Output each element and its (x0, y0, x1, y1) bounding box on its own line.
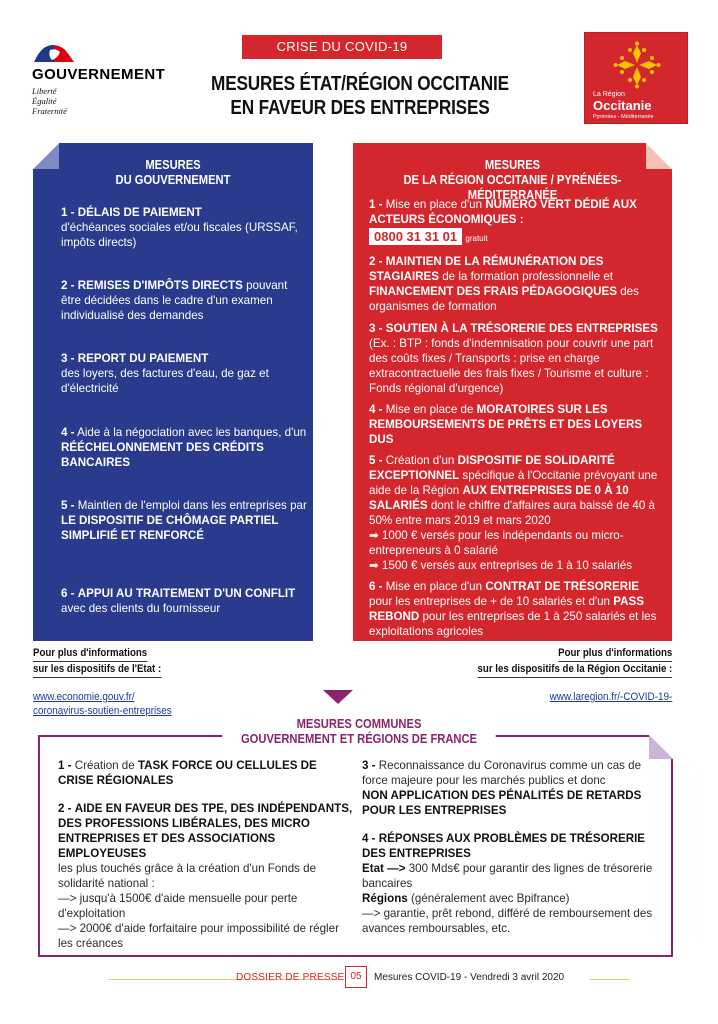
page-title (188, 72, 532, 120)
item-bold: RÉPONSES AUX PROBLÈMES DE TRÉSORERIE DES ENTREPRISES (362, 832, 646, 860)
etat-label: Etat —> (362, 862, 406, 875)
item-text: (Ex. : BTP : fonds d'indemnisation pour couvrir une part des coûts fixes / Transports : prise en charge extracontractuelle des frais fixes / Tourisme et culture : Fonds régional d'urgence) (369, 337, 654, 395)
item-text: Aide à la négociation avec les banques, d'un (77, 426, 307, 439)
panel-heading-line-2: DE LA RÉGION OCCITANIE / PYRÉNÉES-MÉDITERRANÉE (403, 172, 622, 202)
page-fold-corner (646, 143, 672, 169)
item-number: 1 - (61, 206, 75, 219)
info-line-1: Pour plus d'informations (33, 646, 147, 662)
item-text: les plus touchés grâce à la création d'un Fonds de solidarité national : (58, 862, 317, 890)
item-text: Mise en place d'un (385, 580, 486, 593)
gov-measure-3 (61, 351, 309, 396)
footer-label: DOSSIER DE PRESSE (236, 972, 345, 983)
item-bold: NON APPLICATION DES PÉNALITÉS DE RETARDS POUR LES ENTREPRISES (362, 789, 642, 817)
region-measure-2 (369, 254, 665, 314)
region-measure-5 (369, 453, 665, 573)
panel-heading (53, 157, 294, 187)
item-bold: CONTRAT DE TRÉSORERIE (485, 580, 640, 593)
item-number: 5 - (61, 499, 75, 512)
info-line-2: sur les dispositifs de la Région Occitanie : (477, 662, 672, 678)
item-bold: NUMÉRO VERT DÉDIÉ AUX ACTEURS ÉCONOMIQUES : (369, 198, 637, 226)
item-text: Maintien de l'emploi dans les entreprises par (77, 499, 307, 512)
region-measure-1 (369, 197, 665, 246)
page-fold-corner (649, 735, 673, 759)
item-bold: SOUTIEN À LA TRÉSORERIE DES ENTREPRISES (385, 322, 658, 335)
info-line-1: Pour plus d'informations (558, 646, 672, 662)
gov-measure-1 (61, 205, 309, 250)
common-measures-title (222, 716, 495, 746)
item-bold: REMISES D'IMPÔTS DIRECTS (77, 279, 243, 292)
common-measure-4 (362, 831, 662, 936)
common-title-line-2: GOUVERNEMENT ET RÉGIONS DE FRANCE (240, 731, 478, 746)
region-measure-3 (369, 321, 665, 396)
item-bold: FINANCEMENT DES FRAIS PÉDAGOGIQUES (369, 285, 617, 298)
item-number: 1 - (58, 759, 72, 772)
item-text: (généralement avec Bpifrance) (407, 892, 570, 905)
panel-heading-line-2: DU GOUVERNEMENT (115, 172, 231, 187)
item-text: de la formation professionnelle et (439, 270, 614, 283)
region-sub: Pyrénées · Méditerranée (593, 114, 654, 120)
item-bold: APPUI AU TRAITEMENT D'UN CONFLIT (77, 587, 296, 600)
item-number: 3 - (362, 759, 376, 772)
gov-link[interactable] (33, 690, 172, 718)
title-line-2: EN FAVEUR DES ENTREPRISES (230, 97, 490, 119)
item-text: pouvant être décidées dans le cadre d'un examen individualisé des demandes (61, 279, 288, 322)
item-number: 1 - (369, 198, 383, 211)
government-measures-panel (33, 143, 313, 641)
item-text: des loyers, des factures d'eau, de gaz et d'électricité (61, 367, 269, 395)
down-triangle-icon (323, 690, 353, 704)
arrow-item: —> jusqu'à 1500€ d'aide mensuelle pour perte d'exploitation (58, 892, 298, 920)
item-text: d'échéances sociales et/ou fiscales (URSSAF, impôts directs) (61, 221, 298, 249)
gov-title: GOUVERNEMENT (32, 66, 166, 83)
item-bold: MORATOIRES SUR LES REMBOURSEMENTS DE PRÊTS ET DES LOYERS DUS (369, 403, 643, 446)
gov-measure-5 (61, 498, 309, 543)
panel-heading-line-1: MESURES (484, 157, 541, 172)
item-number: 6 - (61, 587, 75, 600)
item-text: Mise en place de (385, 403, 477, 416)
panel-heading (375, 157, 649, 202)
crise-banner: CRISE DU COVID-19 (242, 35, 442, 59)
item-text: Reconnaissance du Coronavirus comme un cas de force majeure pour les marchés publics et donc (362, 759, 642, 787)
item-text: Création d'un (385, 454, 458, 467)
common-measure-3 (362, 758, 662, 818)
common-measure-2 (58, 801, 353, 951)
gov-link-line-1[interactable]: www.economie.gouv.fr/ (33, 691, 135, 703)
item-number: 2 - (369, 255, 383, 268)
gov-link-line-2[interactable]: coronavirus-soutien-entreprises (33, 705, 172, 717)
footer-rule-right (590, 979, 630, 980)
item-bold: RÉÉCHELONNEMENT DES CRÉDITS BANCAIRES (61, 441, 264, 469)
gov-info-label (33, 646, 161, 678)
regions-label: Régions (362, 892, 408, 905)
item-number: 2 - (58, 802, 72, 815)
item-text: spécifique à l'Occitanie prévoyant une aide de la Région (369, 469, 658, 497)
government-logo (32, 40, 182, 130)
arrow-item: —> garantie, prêt rebond, différé de remboursement des avances remboursables, etc. (362, 907, 653, 935)
item-text: des organismes de formation (369, 285, 639, 313)
motto-egalite: Égalité (32, 96, 57, 106)
item-text: dont le chiffre d'affaires aura baissé de 40 à 50% entre mars 2019 et mars 2020 (369, 499, 655, 527)
title-line-1: MESURES ÉTAT/RÉGION OCCITANIE (211, 73, 509, 95)
region-info-label (477, 646, 672, 678)
item-bold: PASS REBOND (369, 595, 644, 623)
region-measures-panel (353, 143, 672, 641)
item-bold: MAINTIEN DE LA RÉMUNÉRATION DES STAGIAIRES (369, 255, 604, 283)
item-number: 5 - (369, 454, 383, 467)
gov-measure-4 (61, 425, 309, 470)
item-number: 3 - (369, 322, 383, 335)
region-small-label: La Région (593, 91, 625, 98)
info-line-2: sur les dispositifs de l'Etat : (33, 662, 161, 678)
item-text: Création de (74, 759, 138, 772)
region-link[interactable]: www.laregion.fr/-COVID-19- (549, 691, 672, 703)
gratuit-label: gratuit (465, 234, 488, 243)
item-bold: AIDE EN FAVEUR DES TPE, DES INDÉPENDANTS, DES PROFESSIONS LIBÉRALES, DES MICRO ENTREPRISES ET DES ASSOCIATIONS EMPLOYEUSES (58, 802, 353, 860)
arrow-item: ➡ 1500 € versés aux entreprises de 1 à 10 salariés (369, 559, 632, 572)
region-occitanie-logo (584, 32, 688, 124)
phone-number[interactable]: 0800 31 31 01 (369, 228, 462, 245)
item-number: 4 - (362, 832, 376, 845)
common-title-line-1: MESURES COMMUNES (296, 716, 422, 731)
panel-heading-line-1: MESURES (145, 157, 201, 172)
item-text: pour les entreprises de 1 à 250 salariés et les exploitations agricoles (369, 610, 657, 638)
item-text: 300 Mds€ pour garantir des lignes de trésorerie bancaires (362, 862, 653, 890)
item-text: avec des clients du fournisseur (61, 602, 221, 615)
item-number: 2 - (61, 279, 75, 292)
arrow-item: —> 2000€ d'aide forfaitaire pour impossibilité de régler les créances (58, 922, 339, 950)
item-number: 6 - (369, 580, 383, 593)
occitan-cross-icon (613, 41, 661, 89)
arrow-item: ➡ 1000 € versés pour les indépendants ou micro-entrepreneurs à 0 salarié (369, 529, 624, 557)
motto-liberte: Liberté (32, 86, 57, 96)
item-number: 4 - (369, 403, 383, 416)
item-bold: REPORT DU PAIEMENT (77, 352, 209, 365)
item-text: pour les entreprises de + de 10 salariés et d'un (369, 595, 614, 608)
french-flag-icon (32, 42, 76, 64)
item-bold: AUX ENTREPRISES DE 0 À 10 SALARIÉS (369, 484, 629, 512)
gov-measure-6 (61, 586, 309, 616)
item-number: 3 - (61, 352, 75, 365)
region-measure-6 (369, 579, 665, 639)
item-bold: DISPOSITIF DE SOLIDARITÉ EXCEPTIONNEL (369, 454, 615, 482)
item-number: 4 - (61, 426, 75, 439)
gov-motto (32, 86, 67, 116)
region-name: Occitanie (593, 98, 652, 113)
item-bold: LE DISPOSITIF DE CHÔMAGE PARTIEL SIMPLIFIÉ ET RENFORCÉ (61, 514, 279, 542)
motto-fraternite: Fraternité (32, 106, 67, 116)
footer-date: Mesures COVID-19 - Vendredi 3 avril 2020 (374, 972, 565, 983)
common-measure-1 (58, 758, 353, 788)
region-measure-4 (369, 402, 665, 447)
item-bold: DÉLAIS DE PAIEMENT (77, 206, 202, 219)
item-text: Mise en place d'un (385, 198, 486, 211)
item-bold: TASK FORCE OU CELLULES DE CRISE RÉGIONALES (58, 759, 317, 787)
gov-measure-2 (61, 278, 309, 323)
page-number: 05 (345, 966, 367, 988)
